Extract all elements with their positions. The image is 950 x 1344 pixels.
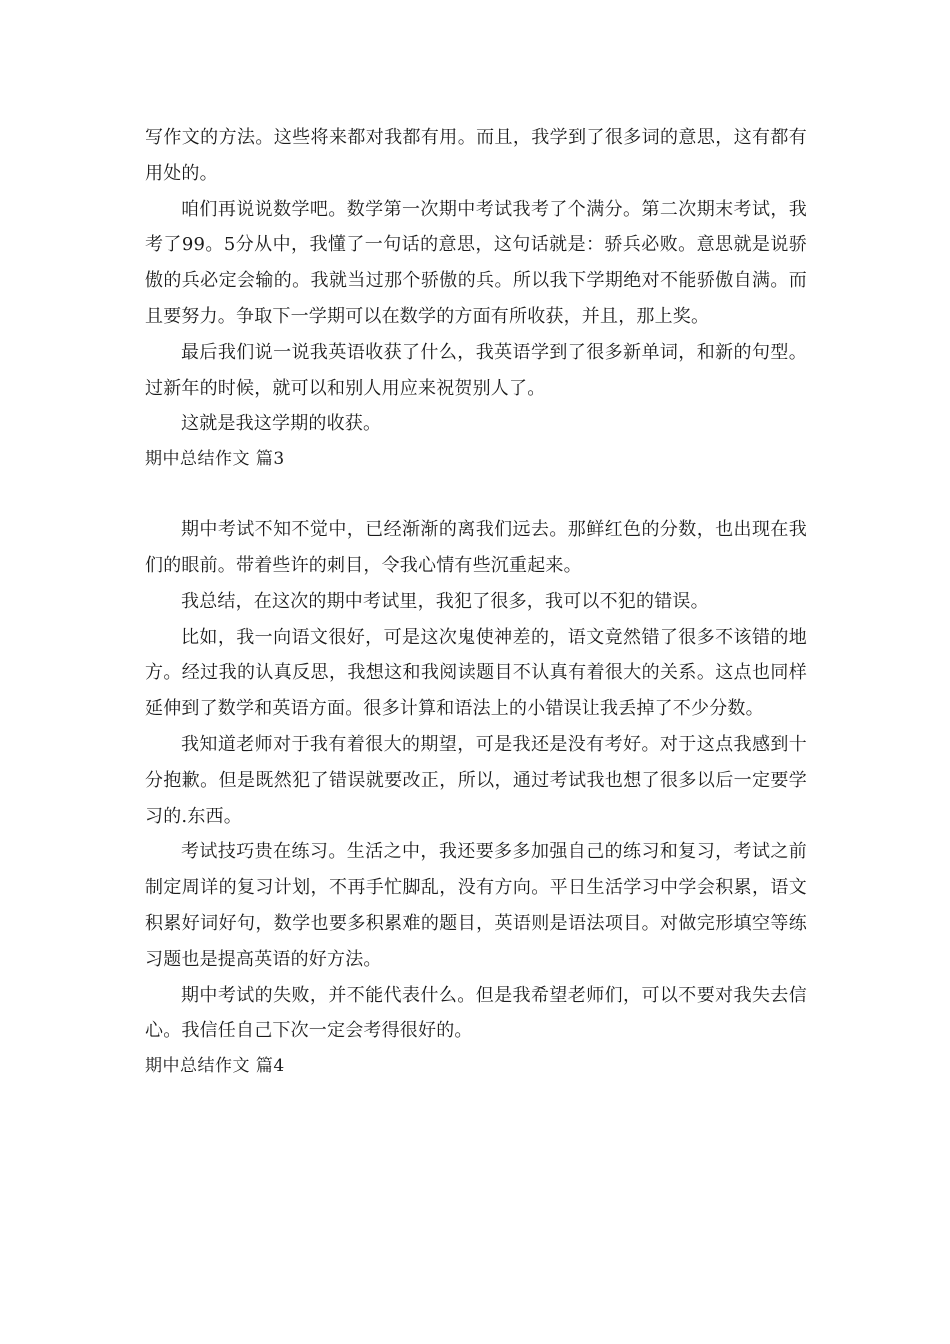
paragraph-example: 比如，我一向语文很好，可是这次鬼使神差的，语文竟然错了很多不该错的地方。经过我的认真反思，我想这和我阅读题目不认真有着很大的关系。这点也同样延伸到了数学和英语方面。很多计算和语法上的小错误让我丢掉了不少分数。 (145, 626, 807, 720)
section-heading-4: 期中总结作文 篇4 (145, 1056, 285, 1077)
paragraph-confidence: 期中考试的失败，并不能代表什么。但是我希望老师们，可以不要对我失去信心。我信任自己下次一定会考得很好的。 (145, 984, 807, 1042)
paragraph-math: 咱们再说说数学吧。数学第一次期中考试我考了个满分。第二次期末考试，我考了99。5分从中，我懂了一句话的意思，这句话就是：骄兵必败。意思就是说骄傲的兵必定会输的。我就当过那个骄傲的兵。所以我下学期绝对不能骄傲自满。而且要努力。争取下一学期可以在数学的方面有所收获，并且，那上奖。 (145, 198, 807, 327)
paragraph-conclusion: 这就是我这学期的收获。 (181, 413, 382, 435)
document-body (145, 120, 807, 1084)
spacer (145, 477, 807, 512)
paragraph-teacher: 我知道老师对于我有着很大的期望，可是我还是没有考好。对于这点我感到十分抱歉。但是既然犯了错误就要改正，所以，通过考试我也想了很多以后一定要学习的.东西。 (145, 733, 807, 827)
section-heading-3: 期中总结作文 篇3 (145, 449, 285, 470)
paragraph-summary: 我总结，在这次的期中考试里，我犯了很多，我可以不犯的错误。 (181, 590, 709, 612)
paragraph-exam-intro: 期中考试不知不觉中，已经渐渐的离我们远去。那鲜红色的分数，也出现在我们的眼前。带着些许的刺目，令我心情有些沉重起来。 (145, 519, 807, 576)
paragraph-english: 最后我们说一说我英语收获了什么，我英语学到了很多新单词，和新的句型。过新年的时候，就可以和别人用应来祝贺别人了。 (145, 341, 807, 399)
paragraph-skills: 考试技巧贵在练习。生活之中，我还要多多加强自己的练习和复习，考试之前制定周详的复习计划，不再手忙脚乱，没有方向。平日生活学习中学会积累，语文积累好词好句，数学也要多积累难的题目，英语则是语法项目。对做完形填空等练习题也是提高英语的好方法。 (145, 841, 807, 970)
paragraph-continuation: 写作文的方法。这些将来都对我都有用。而且，我学到了很多词的意思，这有都有用处的。 (145, 127, 807, 184)
